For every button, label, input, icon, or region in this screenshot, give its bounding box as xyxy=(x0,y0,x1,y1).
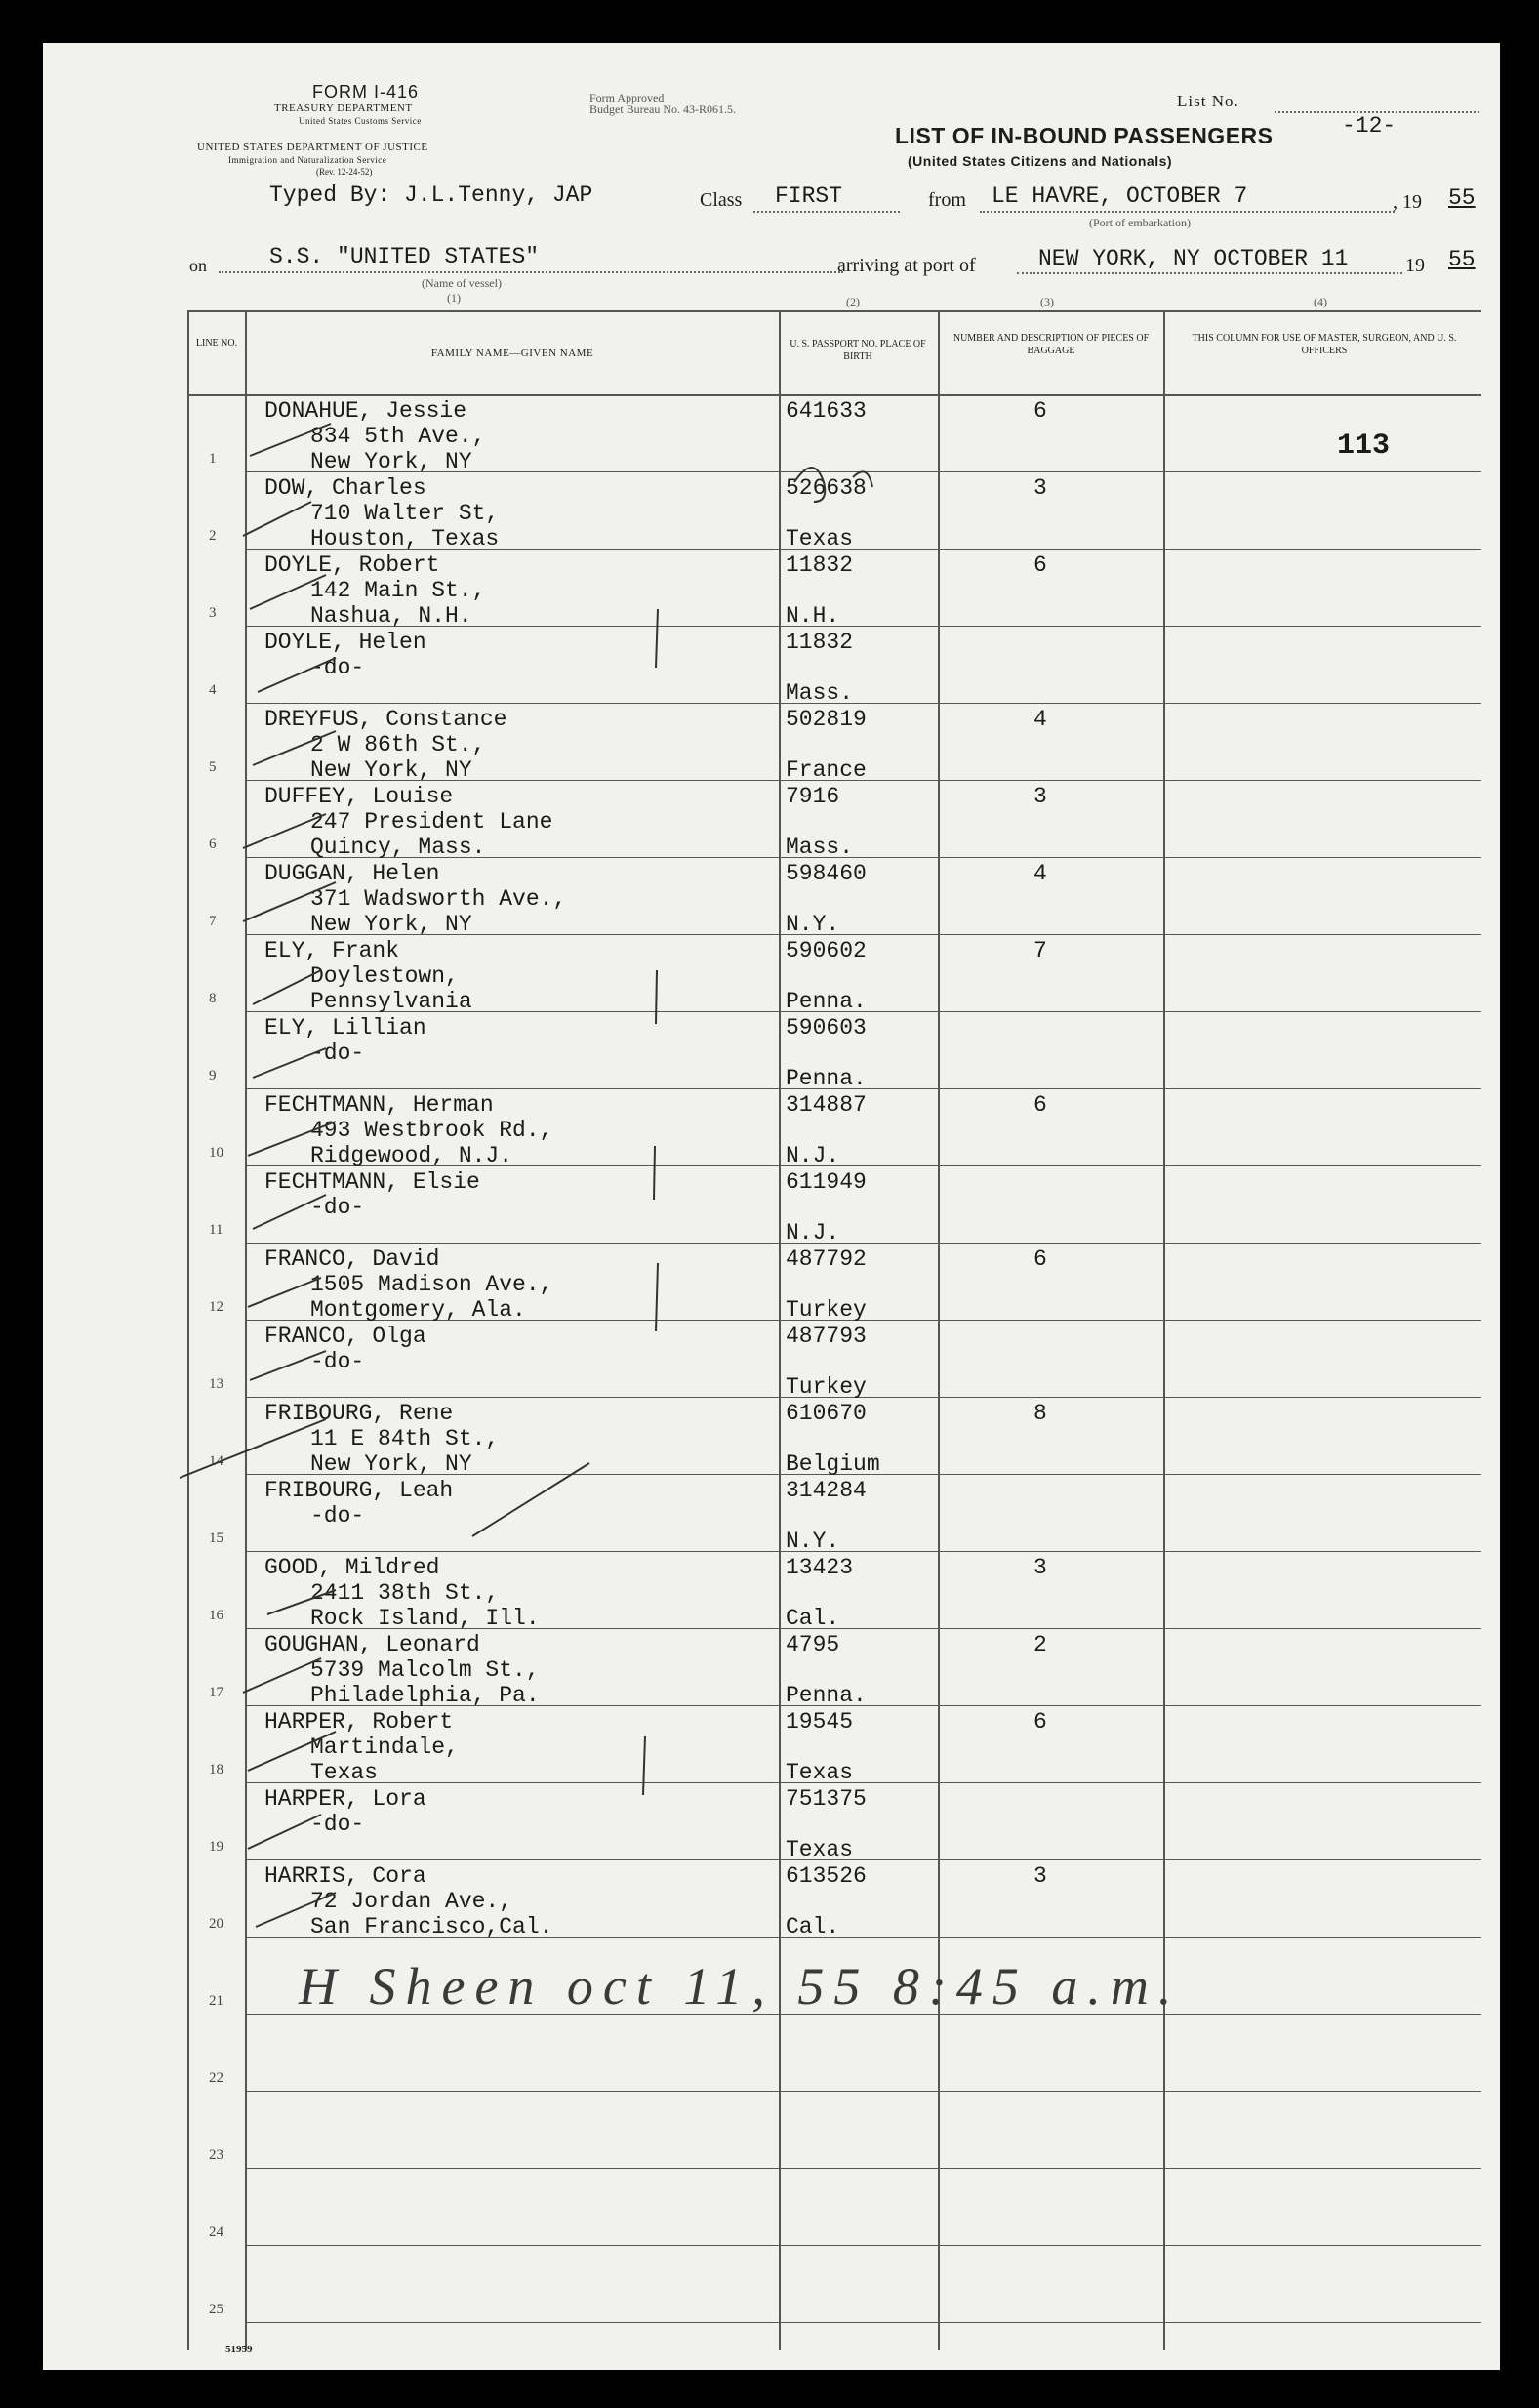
address-line-1: 371 Wadsworth Ave., xyxy=(310,886,567,912)
passport-number: 13423 xyxy=(786,1555,854,1580)
line-number: 14 xyxy=(209,1453,223,1469)
address-line-1: 2 W 86th St., xyxy=(310,732,486,757)
line-number: 11 xyxy=(209,1222,223,1238)
address-line-1: 2411 38th St., xyxy=(310,1580,500,1606)
footer-code: 51959 xyxy=(225,2344,253,2355)
passport-number: 611949 xyxy=(786,1169,867,1195)
passport-number: 751375 xyxy=(786,1786,867,1812)
address-line-2: New York, NY xyxy=(310,912,472,937)
line-number: 12 xyxy=(209,1299,223,1315)
line-number: 5 xyxy=(209,759,217,775)
year-prefix: , 19 xyxy=(1393,191,1422,213)
line-number: 19 xyxy=(209,1839,223,1855)
address-line-1: -do- xyxy=(310,655,365,680)
passenger-name: HARRIS, Cora xyxy=(264,1863,426,1889)
line-number: 9 xyxy=(209,1068,217,1083)
baggage-count: 3 xyxy=(1033,1863,1047,1889)
pen-check-marks xyxy=(43,43,1500,2370)
passenger-name: FRIBOURG, Rene xyxy=(264,1401,454,1426)
address-line-1: -do- xyxy=(310,1812,365,1837)
passport-number: 590603 xyxy=(786,1015,867,1041)
address-line-2: Pennsylvania xyxy=(310,989,472,1014)
address-line-2: Philadelphia, Pa. xyxy=(310,1683,540,1708)
passenger-name: DUGGAN, Helen xyxy=(264,861,440,886)
arriving-label: arriving at port of xyxy=(837,255,976,276)
passport-number: 11832 xyxy=(786,630,854,655)
line-number: 7 xyxy=(209,914,217,929)
passenger-name: GOUGHAN, Leonard xyxy=(264,1632,480,1657)
officer-count-note: 113 xyxy=(1337,429,1391,463)
line-number: 6 xyxy=(209,837,217,852)
address-line-1: 247 President Lane xyxy=(310,809,553,835)
line-number: 20 xyxy=(209,1916,223,1932)
line-number: 8 xyxy=(209,991,217,1006)
line-number: 21 xyxy=(209,1993,223,2009)
col-header-baggage: NUMBER AND DESCRIPTION OF PIECES OF BAGGAGE xyxy=(952,333,1150,356)
baggage-count: 4 xyxy=(1033,861,1047,886)
col-header-name: FAMILY NAME—GIVEN NAME xyxy=(430,347,594,359)
address-line-2: Houston, Texas xyxy=(310,526,500,551)
line-number: 4 xyxy=(209,682,217,698)
arrival-year-prefix: 19 xyxy=(1405,255,1425,276)
baggage-count: 6 xyxy=(1033,398,1047,424)
address-line-2: Rock Island, Ill. xyxy=(310,1606,540,1631)
place-of-birth: N.H. xyxy=(786,603,840,629)
address-line-1: -do- xyxy=(310,1503,365,1529)
passenger-name: DOYLE, Helen xyxy=(264,630,426,655)
list-no-label: List No. xyxy=(1177,92,1239,110)
line-number: 16 xyxy=(209,1608,223,1623)
passenger-name: DUFFEY, Louise xyxy=(264,784,454,809)
passport-number: 19545 xyxy=(786,1709,854,1735)
address-line-2: New York, NY xyxy=(310,1451,472,1477)
customs-service: United States Customs Service xyxy=(299,116,422,126)
departure-year: 55 xyxy=(1448,185,1476,211)
line-number: 15 xyxy=(209,1531,223,1546)
line-number: 3 xyxy=(209,605,217,621)
baggage-count: 6 xyxy=(1033,552,1047,578)
baggage-count: 8 xyxy=(1033,1401,1047,1426)
col-header-passport: U. S. PASSPORT NO. PLACE OF BIRTH xyxy=(790,339,926,362)
class-label: Class xyxy=(700,189,743,211)
place-of-birth: Penna. xyxy=(786,1683,867,1708)
place-of-birth: Texas xyxy=(786,1837,854,1862)
place-of-birth: Penna. xyxy=(786,989,867,1014)
place-of-birth: Mass. xyxy=(786,835,854,860)
vessel-caption: (Name of vessel) xyxy=(422,276,502,290)
address-line-1: Doylestown, xyxy=(310,963,459,989)
baggage-count: 3 xyxy=(1033,1555,1047,1580)
passport-number: 590602 xyxy=(786,938,867,963)
passport-number: 526638 xyxy=(786,475,867,501)
place-of-birth: Texas xyxy=(786,526,854,551)
baggage-count: 2 xyxy=(1033,1632,1047,1657)
address-line-2: San Francisco,Cal. xyxy=(310,1914,553,1939)
passenger-name: FRANCO, David xyxy=(264,1246,440,1272)
address-line-1: 710 Walter St, xyxy=(310,501,500,526)
line-number: 13 xyxy=(209,1376,223,1392)
baggage-count: 6 xyxy=(1033,1709,1047,1735)
immigration-service: Immigration and Naturalization Service xyxy=(228,155,387,165)
address-line-1: 142 Main St., xyxy=(310,578,486,603)
baggage-count: 3 xyxy=(1033,475,1047,501)
address-line-1: -do- xyxy=(310,1349,365,1374)
place-of-birth: Turkey xyxy=(786,1297,867,1323)
address-line-2: New York, NY xyxy=(310,449,472,474)
place-of-birth: N.Y. xyxy=(786,1529,840,1554)
place-of-birth: Turkey xyxy=(786,1374,867,1400)
address-line-2: Quincy, Mass. xyxy=(310,835,486,860)
passport-number: 7916 xyxy=(786,784,840,809)
col4-caption: (4) xyxy=(1314,295,1327,308)
treasury-department: TREASURY DEPARTMENT xyxy=(274,102,413,114)
arrival-year: 55 xyxy=(1448,247,1476,272)
embarkation-caption: (Port of embarkation) xyxy=(1089,216,1191,229)
passenger-name: DOYLE, Robert xyxy=(264,552,440,578)
col2-caption: (2) xyxy=(846,295,860,308)
justice-department: UNITED STATES DEPARTMENT OF JUSTICE xyxy=(197,142,428,153)
place-of-birth: Mass. xyxy=(786,680,854,706)
form-subtitle: (United States Citizens and Nationals) xyxy=(908,153,1173,169)
place-of-birth: Belgium xyxy=(786,1451,880,1477)
passenger-name: DONAHUE, Jessie xyxy=(264,398,467,424)
address-line-2: Nashua, N.H. xyxy=(310,603,472,629)
col3-caption: (3) xyxy=(1040,295,1054,308)
baggage-count: 7 xyxy=(1033,938,1047,963)
line-number: 17 xyxy=(209,1685,223,1700)
passenger-name: GOOD, Mildred xyxy=(264,1555,440,1580)
passport-number: 314887 xyxy=(786,1092,867,1118)
baggage-count: 3 xyxy=(1033,784,1047,809)
line-number: 2 xyxy=(209,528,217,544)
col-header-officers: THIS COLUMN FOR USE OF MASTER, SURGEON, AND U. S. OFFICERS xyxy=(1192,333,1457,356)
place-of-birth: Texas xyxy=(786,1760,854,1785)
passenger-name: DREYFUS, Constance xyxy=(264,707,507,732)
baggage-count: 6 xyxy=(1033,1246,1047,1272)
line-number: 25 xyxy=(209,2302,223,2317)
line-number: 23 xyxy=(209,2147,223,2163)
address-line-1: 5739 Malcolm St., xyxy=(310,1657,540,1683)
list-number: -12- xyxy=(1342,113,1397,139)
arrival-port: NEW YORK, NY OCTOBER 11 xyxy=(1038,246,1349,271)
passport-number: 613526 xyxy=(786,1863,867,1889)
address-line-1: 834 5th Ave., xyxy=(310,424,486,449)
place-of-birth: Cal. xyxy=(786,1606,840,1631)
place-of-birth: N.J. xyxy=(786,1143,840,1168)
passport-number: 4795 xyxy=(786,1632,840,1657)
passport-number: 598460 xyxy=(786,861,867,886)
passenger-name: DOW, Charles xyxy=(264,475,426,501)
line-number: 22 xyxy=(209,2070,223,2086)
address-line-1: 72 Jordan Ave., xyxy=(310,1889,513,1914)
address-line-2: Ridgewood, N.J. xyxy=(310,1143,513,1168)
place-of-birth: N.J. xyxy=(786,1220,840,1245)
address-line-1: -do- xyxy=(310,1041,365,1066)
address-line-1: -do- xyxy=(310,1195,365,1220)
vessel-name: S.S. "UNITED STATES" xyxy=(269,244,540,269)
address-line-2: Texas xyxy=(310,1760,379,1785)
on-label: on xyxy=(189,256,207,275)
address-line-1: 11 E 84th St., xyxy=(310,1426,500,1451)
place-of-birth: Penna. xyxy=(786,1066,867,1091)
passport-number: 11832 xyxy=(786,552,854,578)
budget-bureau: Budget Bureau No. 43-R061.5. xyxy=(589,102,736,116)
line-number: 18 xyxy=(209,1762,223,1777)
passport-number: 641633 xyxy=(786,398,867,424)
form-title: LIST OF IN-BOUND PASSENGERS xyxy=(895,123,1274,148)
address-line-1: 1505 Madison Ave., xyxy=(310,1272,553,1297)
col1-caption: (1) xyxy=(447,291,461,305)
handwritten-inspection-note: H Sheen oct 11, 55 8:45 a.m. xyxy=(299,1957,1182,2016)
line-number: 10 xyxy=(209,1145,223,1161)
passenger-list-form xyxy=(43,43,1500,2370)
place-of-birth: N.Y. xyxy=(786,912,840,937)
passenger-name: HARPER, Robert xyxy=(264,1709,454,1735)
baggage-count: 4 xyxy=(1033,707,1047,732)
embarkation-port: LE HAVRE, OCTOBER 7 xyxy=(992,184,1248,209)
passport-number: 610670 xyxy=(786,1401,867,1426)
passenger-name: FRIBOURG, Leah xyxy=(264,1478,454,1503)
address-line-2: New York, NY xyxy=(310,757,472,783)
passport-number: 314284 xyxy=(786,1478,867,1503)
line-number: 1 xyxy=(209,451,217,467)
address-line-1: Martindale, xyxy=(310,1735,459,1760)
form-approved: Form Approved xyxy=(589,91,665,104)
col-header-line: LINE NO. xyxy=(195,338,238,348)
address-line-1: 493 Westbrook Rd., xyxy=(310,1118,553,1143)
passenger-name: ELY, Frank xyxy=(264,938,400,963)
passport-number: 487793 xyxy=(786,1324,867,1349)
passenger-name: FRANCO, Olga xyxy=(264,1324,426,1349)
revision-date: (Rev. 12-24-52) xyxy=(316,167,373,177)
passenger-name: FECHTMANN, Elsie xyxy=(264,1169,480,1195)
class-value: FIRST xyxy=(775,184,843,209)
line-number: 24 xyxy=(209,2224,223,2240)
passport-number: 487792 xyxy=(786,1246,867,1272)
passport-number: 502819 xyxy=(786,707,867,732)
from-label: from xyxy=(928,189,966,211)
place-of-birth: Cal. xyxy=(786,1914,840,1939)
baggage-count: 6 xyxy=(1033,1092,1047,1118)
passenger-name: HARPER, Lora xyxy=(264,1786,426,1812)
place-of-birth: France xyxy=(786,757,867,783)
passenger-name: FECHTMANN, Herman xyxy=(264,1092,494,1118)
address-line-2: Montgomery, Ala. xyxy=(310,1297,526,1323)
form-number: FORM I-416 xyxy=(312,82,420,102)
typed-by: Typed By: J.L.Tenny, JAP xyxy=(269,183,593,208)
passenger-name: ELY, Lillian xyxy=(264,1015,426,1041)
